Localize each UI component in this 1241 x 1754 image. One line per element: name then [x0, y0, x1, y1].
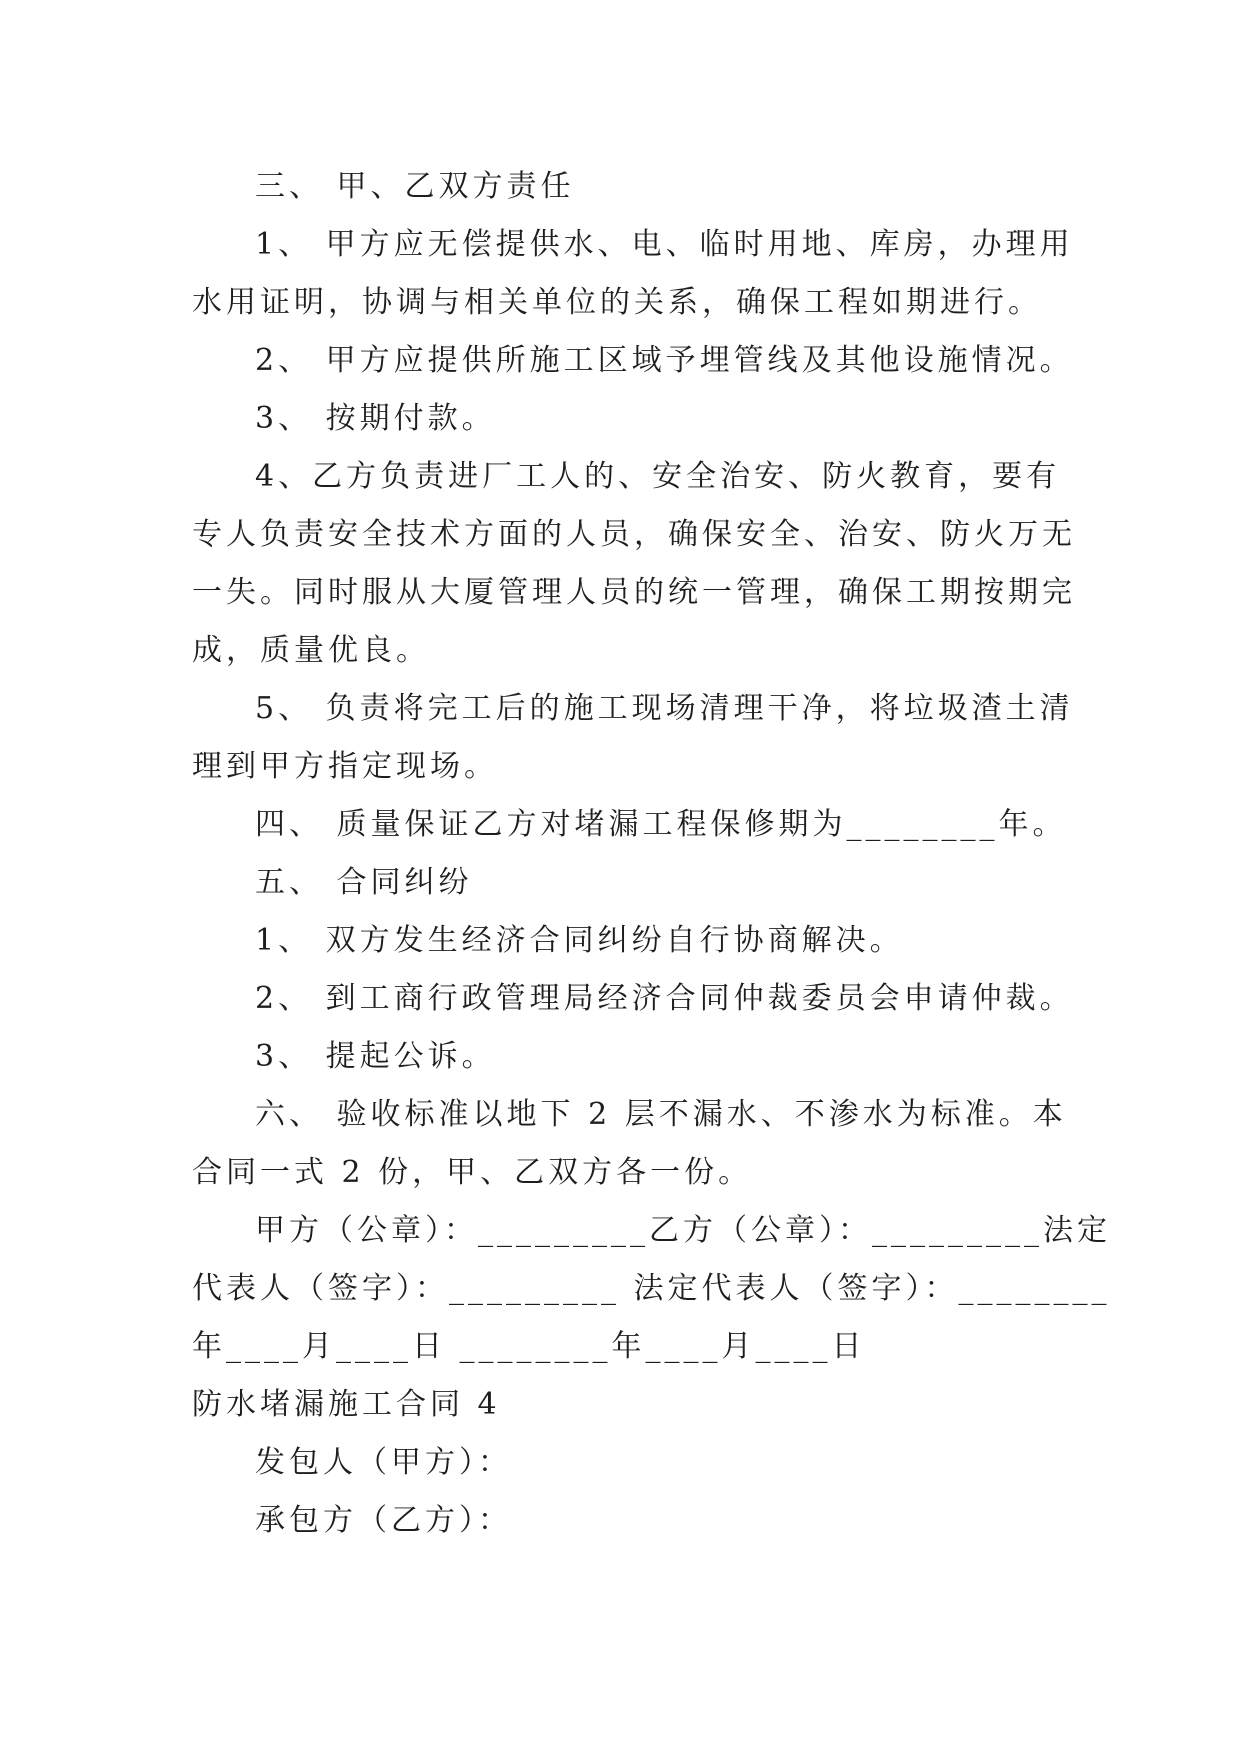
clause-3-4-line-1: 4、乙方负责进厂工人的、安全治安、防火教育，要有	[255, 459, 1061, 494]
section-6-line-1: 六、 验收标准以地下 2 层不漏水、不渗水为标准。本	[255, 1097, 1067, 1132]
clause-3-5-line-2: 理到甲方指定现场。	[192, 749, 498, 784]
party-a-label: 发包人（甲方）：	[255, 1445, 512, 1480]
clause-5-2: 2、 到工商行政管理局经济合同仲裁委员会申请仲裁。	[255, 981, 1074, 1016]
signature-line-1: 甲方（公章）：_________乙方（公章）：_________法定	[255, 1213, 1111, 1248]
date-line: 年____月____日 ________年____月____日	[192, 1329, 866, 1364]
clause-3-1-line-1: 1、 甲方应无偿提供水、电、临时用地、库房，办理用	[255, 227, 1074, 262]
clause-3-1-line-2: 水用证明，协调与相关单位的关系，确保工程如期进行。	[192, 285, 1042, 320]
party-b-label: 承包方（乙方）：	[255, 1503, 512, 1538]
clause-3-4-line-2: 专人负责安全技术方面的人员，确保安全、治安、防火万无	[192, 517, 1076, 552]
clause-3-4-line-4: 成，质量优良。	[192, 633, 430, 668]
clause-3-2: 2、 甲方应提供所施工区域予埋管线及其他设施情况。	[255, 343, 1074, 378]
clause-3-5-line-1: 5、 负责将完工后的施工现场清理干净，将垃圾渣土清	[255, 691, 1074, 726]
section-5-heading: 五、 合同纠纷	[255, 865, 473, 900]
section-6-line-2: 合同一式 2 份，甲、乙双方各一份。	[192, 1155, 753, 1190]
document-body	[192, 158, 1111, 1550]
clause-5-3: 3、 提起公诉。	[255, 1039, 496, 1074]
contract-4-title: 防水堵漏施工合同 4	[192, 1387, 501, 1422]
section-3-heading: 三、 甲、乙双方责任	[255, 169, 575, 204]
clause-3-4-line-3: 一失。同时服从大厦管理人员的统一管理，确保工期按期完	[192, 575, 1076, 610]
signature-line-2: 代表人（签字）：_________ 法定代表人（签字）：________	[192, 1271, 1111, 1306]
clause-5-1: 1、 双方发生经济合同纠纷自行协商解决。	[255, 923, 904, 958]
section-4-quality: 四、 质量保证乙方对堵漏工程保修期为________年。	[255, 807, 1067, 842]
clause-3-3: 3、 按期付款。	[255, 401, 496, 436]
